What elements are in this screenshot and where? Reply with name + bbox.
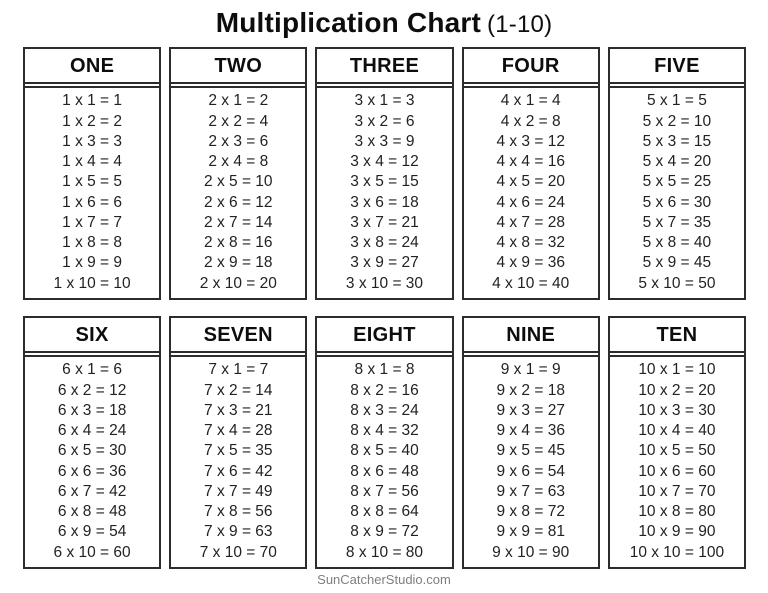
multiplication-fact: 7 x 6 = 42 <box>204 462 273 480</box>
times-table <box>169 316 307 569</box>
multiplication-fact: 8 x 2 = 16 <box>350 381 419 399</box>
multiplication-fact: 5 x 9 = 45 <box>642 254 712 272</box>
multiplication-fact: 1 x 9 = 9 <box>62 254 123 272</box>
multiplication-fact: 9 x 1 = 9 <box>500 361 561 379</box>
page-title <box>0 0 768 47</box>
times-table <box>315 47 453 300</box>
multiplication-fact: 2 x 1 = 2 <box>208 92 269 110</box>
multiplication-fact: 4 x 8 = 32 <box>496 234 565 252</box>
multiplication-fact: 7 x 5 = 35 <box>204 442 273 460</box>
times-table-body <box>171 355 305 567</box>
times-table <box>608 316 746 569</box>
times-table-header: THREE <box>317 49 451 84</box>
multiplication-fact: 4 x 10 = 40 <box>492 274 570 292</box>
multiplication-fact: 9 x 3 = 27 <box>496 401 565 419</box>
times-table <box>462 47 600 300</box>
page-title-range-suffix: (1-10) <box>487 11 553 38</box>
multiplication-fact: 7 x 2 = 14 <box>204 381 273 399</box>
multiplication-fact: 2 x 6 = 12 <box>204 193 273 211</box>
times-table-body <box>610 86 744 298</box>
multiplication-fact: 2 x 5 = 10 <box>204 173 273 191</box>
multiplication-fact: 4 x 5 = 20 <box>496 173 565 191</box>
multiplication-fact: 5 x 3 = 15 <box>642 132 712 150</box>
multiplication-fact: 5 x 1 = 5 <box>646 92 707 110</box>
multiplication-fact: 7 x 8 = 56 <box>204 503 273 521</box>
multiplication-fact: 2 x 10 = 20 <box>199 274 277 292</box>
multiplication-fact: 4 x 9 = 36 <box>496 254 565 272</box>
times-table-body <box>317 86 451 298</box>
times-table-header: SIX <box>25 318 159 353</box>
multiplication-fact: 3 x 10 = 30 <box>345 274 424 292</box>
multiplication-fact: 3 x 6 = 18 <box>350 193 419 211</box>
multiplication-fact: 7 x 10 = 70 <box>199 543 277 561</box>
times-table-body <box>610 355 744 567</box>
multiplication-fact: 2 x 9 = 18 <box>204 254 273 272</box>
times-table <box>315 316 453 569</box>
multiplication-fact: 6 x 1 = 6 <box>62 361 123 379</box>
multiplication-fact: 7 x 3 = 21 <box>204 401 273 419</box>
multiplication-fact: 5 x 7 = 35 <box>642 213 712 231</box>
multiplication-fact: 4 x 7 = 28 <box>496 213 565 231</box>
times-table <box>23 316 161 569</box>
multiplication-fact: 3 x 4 = 12 <box>350 153 419 171</box>
times-table-body <box>25 355 159 567</box>
multiplication-fact: 10 x 2 = 20 <box>638 381 716 399</box>
multiplication-fact: 10 x 4 = 40 <box>638 422 716 440</box>
multiplication-fact: 7 x 7 = 49 <box>204 482 273 500</box>
multiplication-fact: 10 x 9 = 90 <box>638 523 716 541</box>
multiplication-fact: 1 x 7 = 7 <box>62 213 123 231</box>
multiplication-fact: 1 x 2 = 2 <box>62 112 123 130</box>
multiplication-fact: 9 x 4 = 36 <box>496 422 565 440</box>
multiplication-fact: 4 x 2 = 8 <box>500 112 561 130</box>
multiplication-fact: 8 x 3 = 24 <box>350 401 419 419</box>
multiplication-fact: 9 x 2 = 18 <box>496 381 565 399</box>
multiplication-fact: 1 x 8 = 8 <box>62 234 123 252</box>
times-table <box>608 47 746 300</box>
multiplication-fact: 4 x 1 = 4 <box>500 92 561 110</box>
multiplication-fact: 7 x 4 = 28 <box>204 422 273 440</box>
multiplication-fact: 4 x 3 = 12 <box>496 132 565 150</box>
multiplication-fact: 2 x 7 = 14 <box>204 213 273 231</box>
multiplication-fact: 3 x 3 = 9 <box>354 132 415 150</box>
multiplication-fact: 3 x 7 = 21 <box>350 213 419 231</box>
multiplication-fact: 6 x 7 = 42 <box>57 482 127 500</box>
multiplication-fact: 10 x 8 = 80 <box>638 503 716 521</box>
times-table <box>169 47 307 300</box>
times-table-body <box>464 355 598 567</box>
multiplication-fact: 7 x 9 = 63 <box>204 523 273 541</box>
times-table-body <box>464 86 598 298</box>
multiplication-fact: 3 x 2 = 6 <box>354 112 415 130</box>
multiplication-fact: 1 x 1 = 1 <box>62 92 123 110</box>
multiplication-fact: 1 x 3 = 3 <box>62 132 123 150</box>
multiplication-fact: 3 x 9 = 27 <box>350 254 419 272</box>
times-table-header: SEVEN <box>171 318 305 353</box>
multiplication-fact: 6 x 8 = 48 <box>57 503 127 521</box>
multiplication-fact: 8 x 7 = 56 <box>350 482 419 500</box>
multiplication-fact: 5 x 6 = 30 <box>642 193 712 211</box>
multiplication-fact: 8 x 9 = 72 <box>350 523 419 541</box>
multiplication-fact: 6 x 6 = 36 <box>57 462 127 480</box>
times-table-header: TEN <box>610 318 744 353</box>
times-table-body <box>171 86 305 298</box>
times-table-body <box>25 86 159 298</box>
multiplication-fact: 6 x 5 = 30 <box>57 442 127 460</box>
times-table <box>462 316 600 569</box>
multiplication-fact: 9 x 5 = 45 <box>496 442 565 460</box>
multiplication-fact: 10 x 1 = 10 <box>638 361 716 379</box>
multiplication-fact: 10 x 10 = 100 <box>629 543 725 561</box>
multiplication-fact: 8 x 6 = 48 <box>350 462 419 480</box>
multiplication-fact: 6 x 9 = 54 <box>57 523 127 541</box>
multiplication-fact: 7 x 1 = 7 <box>208 361 269 379</box>
multiplication-fact: 3 x 8 = 24 <box>350 234 419 252</box>
multiplication-fact: 8 x 10 = 80 <box>345 543 424 561</box>
multiplication-fact: 2 x 4 = 8 <box>208 153 269 171</box>
multiplication-fact: 10 x 3 = 30 <box>638 401 716 419</box>
multiplication-fact: 5 x 2 = 10 <box>642 112 712 130</box>
multiplication-fact: 6 x 3 = 18 <box>57 401 127 419</box>
page-title-main: Multiplication Chart <box>215 7 482 38</box>
multiplication-fact: 9 x 10 = 90 <box>492 543 570 561</box>
multiplication-fact: 6 x 10 = 60 <box>53 543 131 561</box>
times-table-header: ONE <box>25 49 159 84</box>
times-table-body <box>317 355 451 567</box>
times-table <box>23 47 161 300</box>
times-table-header: FIVE <box>610 49 744 84</box>
multiplication-fact: 10 x 6 = 60 <box>638 462 716 480</box>
multiplication-fact: 8 x 4 = 32 <box>350 422 419 440</box>
times-table-header: TWO <box>171 49 305 84</box>
multiplication-fact: 10 x 5 = 50 <box>638 442 716 460</box>
multiplication-fact: 3 x 5 = 15 <box>350 173 419 191</box>
multiplication-fact: 8 x 5 = 40 <box>350 442 419 460</box>
multiplication-fact: 5 x 8 = 40 <box>642 234 712 252</box>
multiplication-fact: 2 x 2 = 4 <box>208 112 269 130</box>
multiplication-fact: 9 x 8 = 72 <box>496 503 565 521</box>
multiplication-fact: 6 x 4 = 24 <box>57 422 127 440</box>
multiplication-fact: 8 x 1 = 8 <box>354 361 415 379</box>
multiplication-fact: 1 x 5 = 5 <box>62 173 123 191</box>
times-tables-grid <box>0 47 768 569</box>
multiplication-fact: 1 x 4 = 4 <box>62 153 123 171</box>
multiplication-fact: 5 x 10 = 50 <box>638 274 716 292</box>
times-table-header: FOUR <box>464 49 598 84</box>
multiplication-fact: 3 x 1 = 3 <box>354 92 415 110</box>
times-table-header: NINE <box>464 318 598 353</box>
footer-credit: SunCatcherStudio.com <box>317 572 451 587</box>
multiplication-fact: 4 x 4 = 16 <box>496 153 565 171</box>
multiplication-fact: 1 x 6 = 6 <box>62 193 123 211</box>
multiplication-fact: 5 x 5 = 25 <box>642 173 712 191</box>
multiplication-fact: 2 x 3 = 6 <box>208 132 269 150</box>
multiplication-fact: 2 x 8 = 16 <box>204 234 273 252</box>
times-table-header: EIGHT <box>317 318 451 353</box>
multiplication-fact: 8 x 8 = 64 <box>350 503 419 521</box>
multiplication-fact: 4 x 6 = 24 <box>496 193 565 211</box>
multiplication-fact: 1 x 10 = 10 <box>53 274 131 292</box>
multiplication-fact: 9 x 7 = 63 <box>496 482 565 500</box>
multiplication-fact: 6 x 2 = 12 <box>57 381 127 399</box>
multiplication-fact: 10 x 7 = 70 <box>638 482 716 500</box>
multiplication-fact: 9 x 6 = 54 <box>496 462 565 480</box>
multiplication-fact: 9 x 9 = 81 <box>496 523 565 541</box>
multiplication-fact: 5 x 4 = 20 <box>642 153 712 171</box>
